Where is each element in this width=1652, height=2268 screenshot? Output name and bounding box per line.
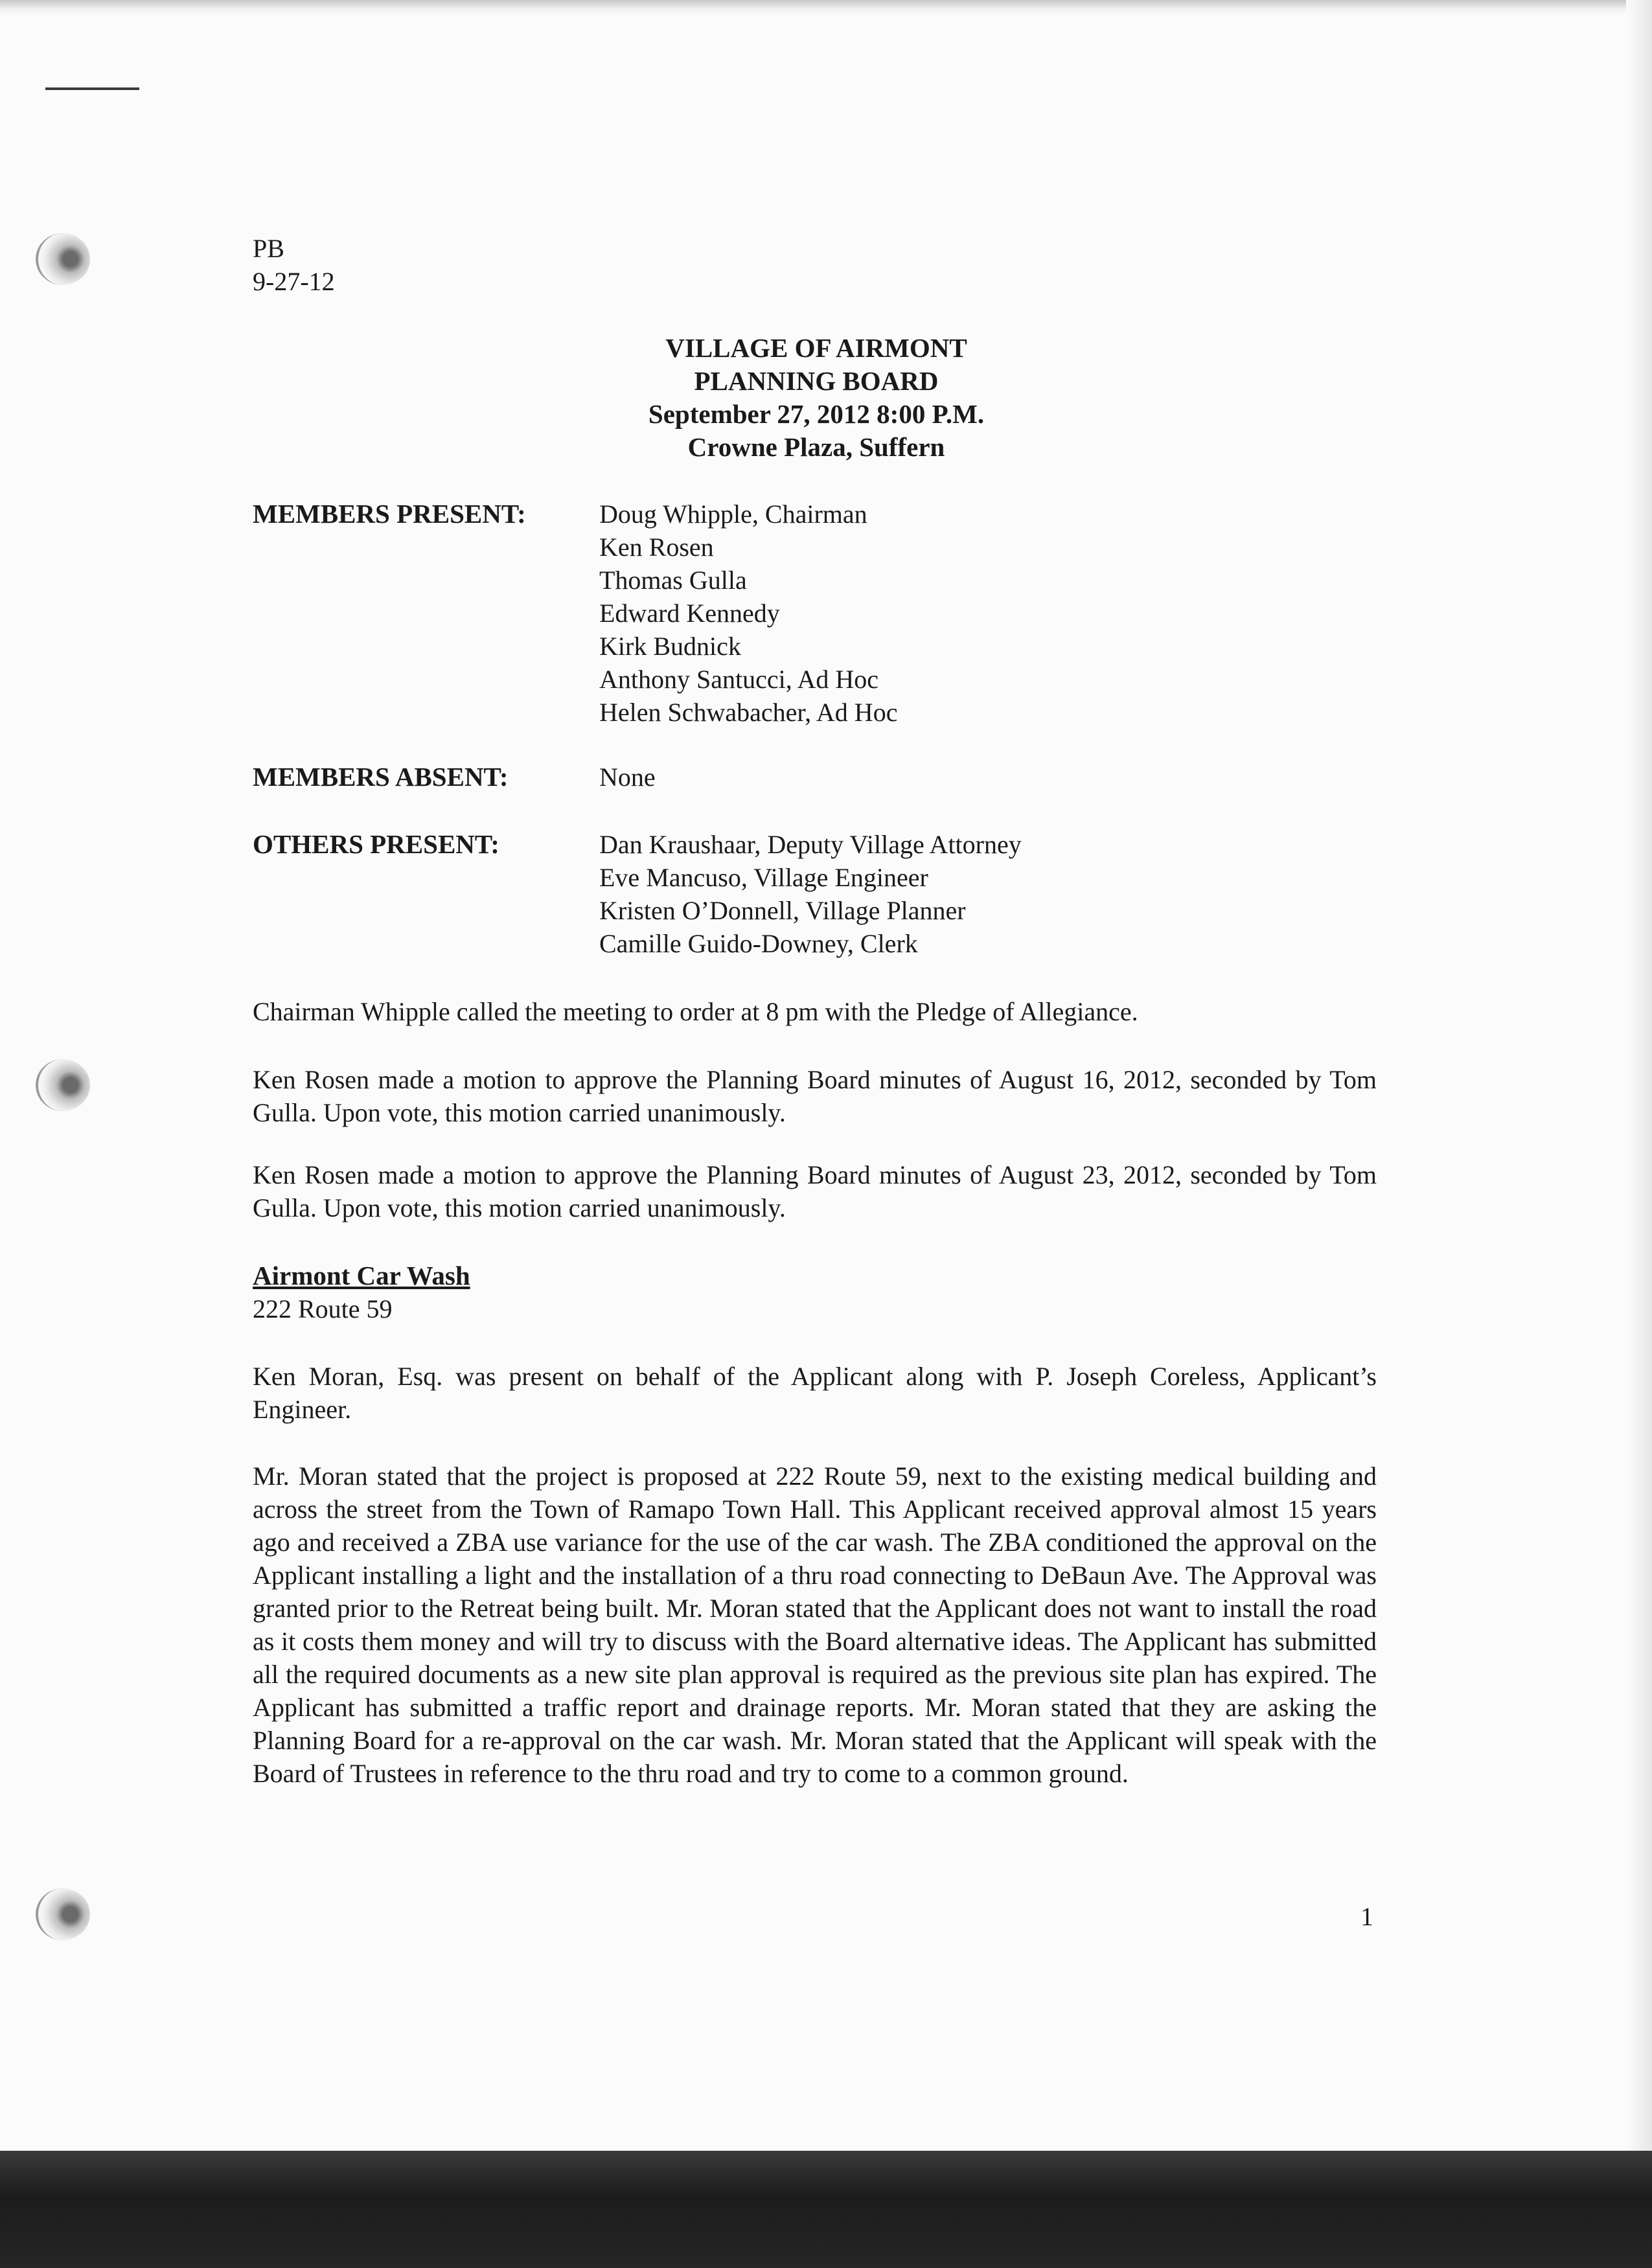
members-absent-list	[599, 761, 656, 794]
meeting-title	[253, 332, 1380, 464]
members-present-label: MEMBERS PRESENT:	[253, 499, 526, 529]
other-name: Camille Guido-Downey, Clerk	[599, 929, 918, 958]
members-present-list	[599, 498, 897, 729]
presence-paragraph: Ken Moran, Esq. was present on behalf of the Applicant along with P. Joseph Coreless, Applicant’s Engineer.	[253, 1362, 1377, 1424]
page-number: 1	[1360, 1902, 1373, 1931]
punch-hole-icon	[36, 1059, 90, 1111]
doc-date: 9-27-12	[253, 267, 335, 296]
title-line-3: September 27, 2012 8:00 P.M.	[648, 399, 985, 429]
member-name: Kirk Budnick	[599, 632, 741, 661]
body-paragraph: Mr. Moran stated that the project is proposed at 222 Route 59, next to the existing medical building and across the street from the Town of Ramapo Town Hall. This Applicant received approval almost 15 years ago and received a ZBA use variance for the use of the car wash. The ZBA conditioned the approval on the Applicant installing a light and the installation of a thru road connecting to DeBaun Ave. The Approval was granted prior to the Retreat being built. Mr. Moran stated that the Applicant does not want to install the road as it costs them money and will try to discuss with the Board alternative ideas. The Applicant has submitted all the required documents as a new site plan approval is required as the previous site plan has expired. The Applicant has submitted a traffic report and drainage reports. Mr. Moran stated that they are asking the Planning Board for a re-approval on the car wash. Mr. Moran stated that the Applicant will speak with the Board of Trustees in reference to the thru road and try to come to a common ground.	[253, 1461, 1377, 1788]
others-present-list	[599, 828, 1022, 960]
member-name: Thomas Gulla	[599, 566, 747, 595]
call-to-order-paragraph: Chairman Whipple called the meeting to order at 8 pm with the Pledge of Allegiance.	[253, 997, 1138, 1026]
page-right-edge	[1626, 0, 1652, 2151]
member-name: Doug Whipple, Chairman	[599, 499, 867, 529]
title-line-2: PLANNING BOARD	[694, 366, 939, 396]
doc-code: PB	[253, 234, 284, 263]
member-name: Helen Schwabacher, Ad Hoc	[599, 698, 898, 727]
title-line-4: Crowne Plaza, Suffern	[687, 432, 945, 462]
scanner-bottom-band	[0, 2151, 1652, 2268]
member-name: Ken Rosen	[599, 533, 714, 562]
punch-hole-icon	[36, 233, 90, 285]
others-present-label: OTHERS PRESENT:	[253, 829, 499, 859]
title-line-1: VILLAGE OF AIRMONT	[665, 333, 967, 363]
minutes-aug16-paragraph: Ken Rosen made a motion to approve the Planning Board minutes of August 16, 2012, seconded by Tom Gulla. Upon vote, this motion carried unanimously.	[253, 1065, 1377, 1127]
member-name: Anthony Santucci, Ad Hoc	[599, 665, 879, 694]
margin-dash-mark	[45, 87, 139, 90]
other-name: Kristen O’Donnell, Village Planner	[599, 896, 966, 925]
absent-name: None	[599, 762, 656, 792]
page-top-edge	[0, 0, 1652, 14]
members-absent-label: MEMBERS ABSENT:	[253, 762, 509, 792]
minutes-aug23-paragraph: Ken Rosen made a motion to approve the Planning Board minutes of August 23, 2012, seconded by Tom Gulla. Upon vote, this motion carried unanimously.	[253, 1160, 1377, 1222]
section-title: Airmont Car Wash	[253, 1261, 470, 1290]
other-name: Eve Mancuso, Village Engineer	[599, 863, 928, 892]
member-name: Edward Kennedy	[599, 599, 780, 628]
punch-hole-icon	[36, 1888, 90, 1940]
section-address: 222 Route 59	[253, 1294, 393, 1323]
other-name: Dan Kraushaar, Deputy Village Attorney	[599, 830, 1022, 859]
